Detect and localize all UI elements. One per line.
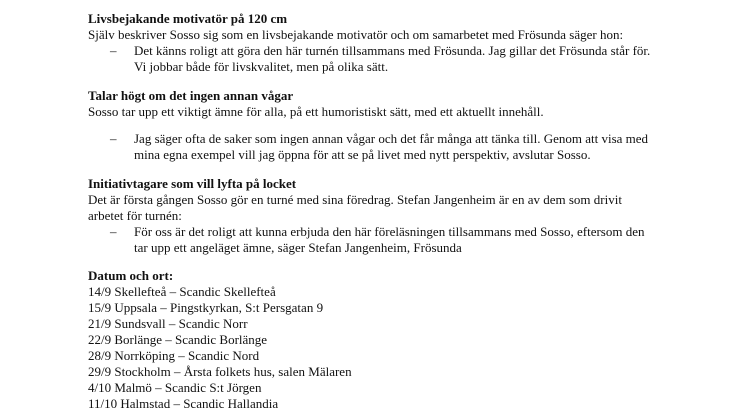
quote-item-motivator [88, 43, 658, 75]
date-item: 22/9 Borlänge – Scandic Borlänge [88, 332, 268, 347]
section-intro-initiativ: Det är första gången Sosso gör en turné med sina föredrag. Stefan Jangenheim är en av dem som drivit arbetet för turnén: [88, 192, 622, 223]
section-intro-talar: Sosso tar upp ett viktigt ämne för alla, på ett humoristiskt sätt, med ett aktuellt innehåll. [88, 104, 544, 119]
section-heading-talar: Talar högt om det ingen annan vågar [88, 88, 294, 103]
dash-bullet: – [110, 43, 117, 58]
quote-item-talar [88, 131, 658, 163]
date-item: 14/9 Skellefteå – Scandic Skellefteå [88, 284, 276, 299]
document-page [88, 11, 658, 412]
quote-text-motivator: Det känns roligt att göra den här turnén tillsammans med Frösunda. Jag gillar det Frösunda står för. Vi jobbar både för livskvalitet, men på olika sätt. [134, 43, 651, 74]
date-item: 28/9 Norrköping – Scandic Nord [88, 348, 260, 363]
section-heading-motivator: Livsbejakande motivatör på 120 cm [88, 11, 288, 26]
section-intro-motivator: Själv beskriver Sosso sig som en livsbejakande motivatör och om samarbetet med Frösunda säger hon: [88, 27, 624, 42]
dash-bullet: – [110, 224, 117, 239]
date-item: 11/10 Halmstad – Scandic Hallandia [88, 396, 279, 411]
date-item: 21/9 Sundsvall – Scandic Norr [88, 316, 248, 331]
dates-heading: Datum och ort: [88, 268, 174, 283]
dates-list [88, 284, 658, 412]
dash-bullet: – [110, 131, 117, 146]
date-item: 29/9 Stockholm – Årsta folkets hus, salen Mälaren [88, 364, 352, 379]
date-item: 15/9 Uppsala – Pingstkyrkan, S:t Persgatan 9 [88, 300, 324, 315]
date-item: 4/10 Malmö – Scandic S:t Jörgen [88, 380, 262, 395]
quote-text-talar: Jag säger ofta de saker som ingen annan vågar och det får många att tänka till. Genom att visa med mina egna exempel vill jag öppna för att se på livet med nytt perspektiv, avslutar Sosso. [134, 131, 649, 162]
quote-text-initiativ: För oss är det roligt att kunna erbjuda den här föreläsningen tillsammans med Sosso, eftersom den tar upp ett angeläget ämne, säger Stefan Jangenheim, Frösunda [134, 224, 645, 255]
section-heading-initiativ: Initiativtagare som vill lyfta på locket [88, 176, 297, 191]
quote-item-initiativ [88, 224, 658, 256]
